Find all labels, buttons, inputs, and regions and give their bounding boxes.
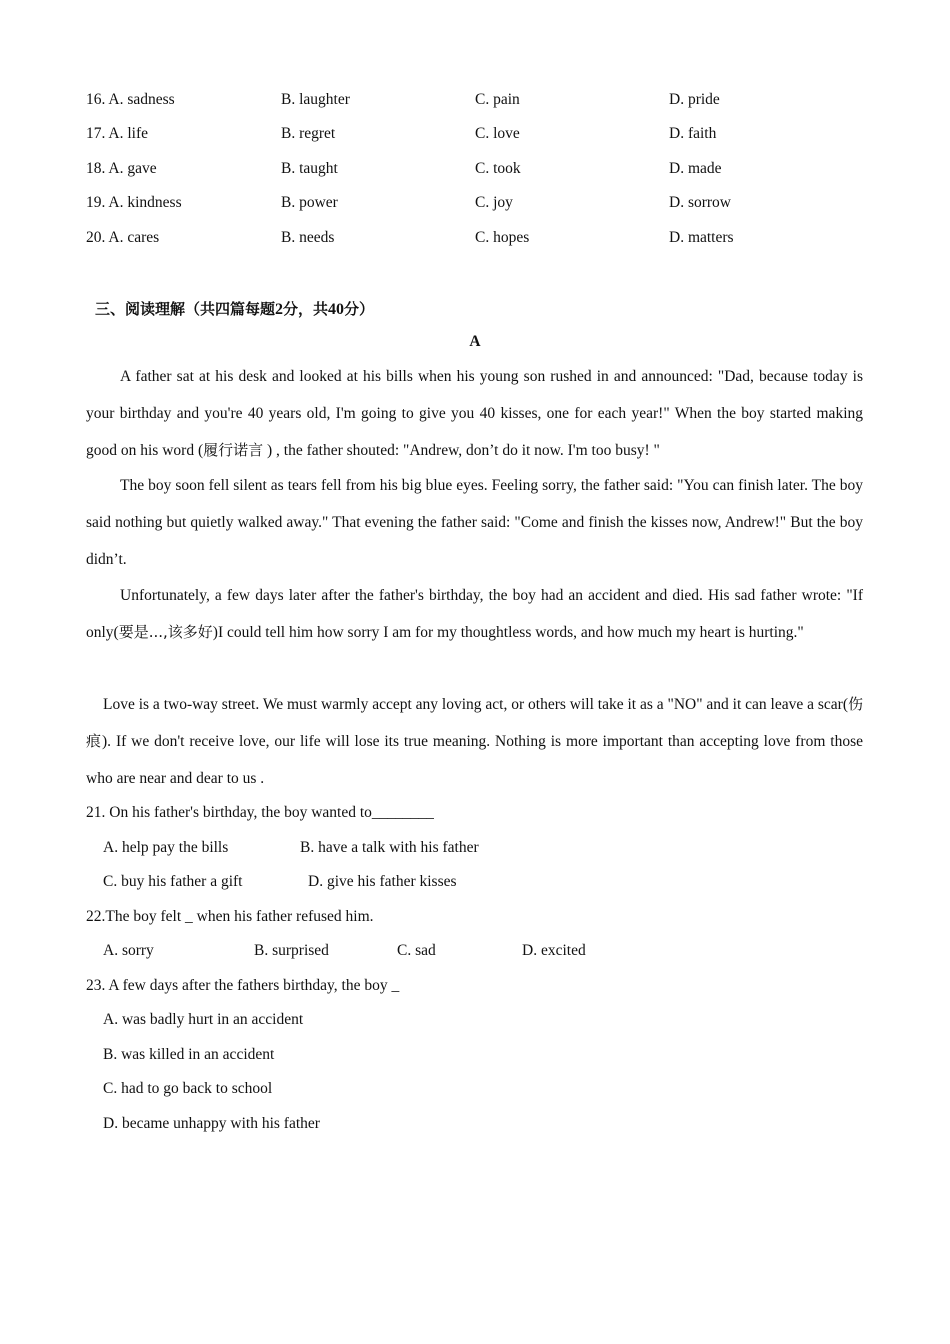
option-a: A. life [108, 125, 149, 142]
question-21-option-b: B. have a talk with his father [300, 839, 479, 856]
question-21-option-a: A. help pay the bills [103, 839, 229, 856]
question-23-stem: 23. A few days after the fathers birthday, the boy _ [86, 977, 400, 994]
paragraph-4-text-b: ). If we don't receive love, our life will lose its true meaning. Nothing is more important than accepting love from those who are near and dear to us . [86, 733, 863, 787]
question-number: 17. [86, 125, 106, 142]
question-23-option-d: D. became unhappy with his father [103, 1115, 320, 1132]
option-d: D. pride [669, 91, 720, 108]
question-22-option-d: D. excited [522, 942, 586, 959]
question-23-option-c: C. had to go back to school [103, 1080, 273, 1097]
question-22-option-c: C. sad [397, 942, 436, 959]
question-21-stem: 21. On his father's birthday, the boy wanted to________ [86, 804, 434, 821]
question-number: 18. [86, 160, 106, 177]
option-row-17 [86, 125, 148, 143]
question-22-stem: 22.The boy felt _ when his father refused him. [86, 908, 374, 925]
question-23-option-a: A. was badly hurt in an accident [103, 1011, 304, 1028]
question-22-option-b: B. surprised [254, 942, 329, 959]
section-heading-suffix: 分） [344, 300, 375, 318]
option-b: B. taught [281, 160, 338, 177]
option-b: B. regret [281, 125, 336, 142]
option-d: D. matters [669, 229, 734, 246]
section-heading [95, 298, 374, 319]
option-a: A. sadness [108, 91, 175, 108]
option-b: B. power [281, 194, 338, 211]
paragraph-2: The boy soon fell silent as tears fell from his big blue eyes. Feeling sorry, the father said: "You can finish later. The boy said nothing but quietly walked away." That evening the father said: "Come and finish the kisses now, Andrew!" But the boy didn’t. [86, 477, 863, 568]
option-b: B. laughter [281, 91, 350, 108]
option-a: A. gave [108, 160, 157, 177]
section-heading-mid: 分，共 [283, 300, 329, 318]
chinese-gloss: 履行诺言 [203, 441, 264, 459]
option-c: C. love [475, 125, 520, 142]
paragraph-4-text-a: Love is a two-way street. We must warmly accept any loving act, or others will take it as a "NO" and it can leave a scar( [103, 696, 848, 713]
paragraph-4 [86, 686, 863, 797]
question-number: 19. [86, 194, 106, 211]
option-d: D. faith [669, 125, 717, 142]
paragraph-1 [86, 358, 863, 469]
question-22-option-a: A. sorry [103, 942, 154, 959]
option-a: A. kindness [108, 194, 182, 211]
option-c: C. took [475, 160, 521, 177]
option-row-20 [86, 229, 159, 247]
chinese-gloss: 伤痕 [86, 695, 863, 750]
chinese-gloss: 要是...,该多好 [118, 623, 213, 641]
option-c: C. joy [475, 194, 513, 211]
option-row-18 [86, 160, 157, 178]
option-d: D. sorrow [669, 194, 731, 211]
option-d: D. made [669, 160, 722, 177]
option-c: C. hopes [475, 229, 530, 246]
question-number: 16. [86, 91, 106, 108]
question-21-option-d: D. give his father kisses [308, 873, 457, 890]
question-21-option-c: C. buy his father a gift [103, 873, 243, 890]
section-heading-prefix: 三、阅读理解（共四篇每题 [95, 300, 276, 318]
question-23-option-b: B. was killed in an accident [103, 1046, 275, 1063]
total-points: 40 [328, 301, 345, 318]
option-row-16 [86, 91, 175, 109]
paragraph-3-text-a: Unfortunately, a few days later after the father's birthday, the boy had an accident and died. His sad father wrote: "If only( [86, 587, 863, 641]
option-row-19 [86, 194, 182, 212]
paragraph-3 [86, 577, 863, 651]
passage-title: A [469, 333, 481, 350]
option-b: B. needs [281, 229, 335, 246]
option-c: C. pain [475, 91, 520, 108]
paragraph-1-text-b: ) , the father shouted: "Andrew, don’t do it now. I'm too busy! " [263, 442, 660, 459]
option-a: A. cares [108, 229, 160, 246]
points-per-question: 2 [275, 301, 284, 318]
paragraph-1-text-a: A father sat at his desk and looked at his bills when his young son rushed in and announced: "Dad, because today is your birthday and you're 40 years old, I'm going to give you 40 kisses, one for each year!" When the boy started making good on his word ( [86, 368, 863, 459]
paragraph-3-text-b: )I could tell him how sorry I am for my thoughtless words, and how much my heart is hurting." [212, 624, 804, 641]
question-number: 20. [86, 229, 106, 246]
